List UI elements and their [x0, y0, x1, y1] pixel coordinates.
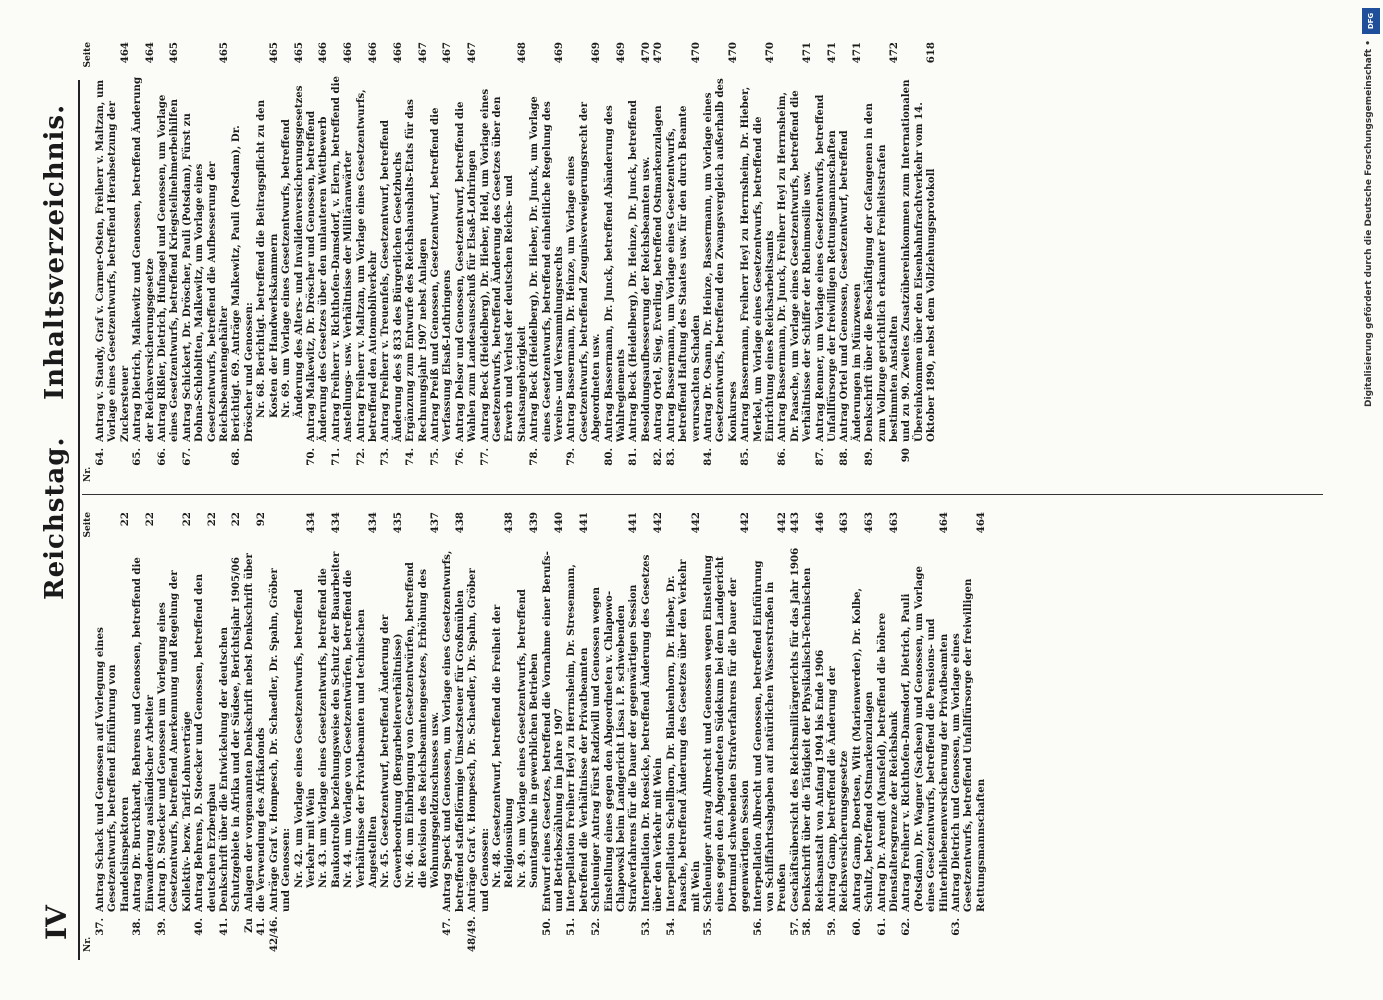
toc-subentry — [404, 512, 441, 952]
entry-text: Antrag Renner, um Vorlage eines Gesetzentwurfs, betreffend Unfallfürsorge der freiwilligen Rettungsmannschaften — [813, 94, 838, 442]
entry-number: 86. — [776, 448, 789, 466]
entry-number: 87. — [813, 448, 826, 466]
entry-number: 84. — [701, 448, 714, 466]
entry-text: Antrag Behrens, D. Stoecker und Genossen, betreffend den deutschen Erzbergbau — [193, 573, 218, 912]
toc-subentry — [379, 512, 404, 952]
entry-text: Nr. 45. Gesetzentwurf, betreffend Änderung der Gewerbeordnung (Bergarbeiterverhältnisse) — [379, 614, 404, 888]
entry-number: 68. — [230, 448, 243, 466]
entry-text: Schleuniger Antrag Fürst Radziwill und Genossen wegen Einstellung eines gegen den Abgeordneten v. Chlapowo-Chlapowski beim Landgericht Lissa i. P. schwebenden Strafverfahrens für die Dauer der gegenwärtigen Session — [590, 584, 640, 912]
toc-entry — [851, 512, 876, 952]
entry-page: 463 — [838, 512, 851, 534]
header-title-inhaltsverzeichnis: Inhaltsverzeichnis. — [40, 103, 70, 400]
entry-text: Schleuniger Antrag Albrecht und Genossen wegen Einstellung eines gegen den Abgeordneten Südekum bei dem Landgericht Dortmund schwebenden Strafverfahrens für die Dauer der gegenwärtigen Session — [701, 554, 752, 912]
toc-entry — [627, 42, 652, 482]
toc-entry — [652, 42, 664, 482]
entry-page: 470 — [726, 42, 739, 64]
entry-number: 64. — [94, 448, 106, 466]
toc-entry — [305, 42, 330, 482]
toc-entry — [528, 42, 565, 482]
entry-text: Denkschrift über die Tätigkeit der Physikalisch-Technischen Reichsanstalt von Anfang 1904 bis Ende 1906 — [801, 567, 826, 912]
entry-page: 470 — [639, 42, 652, 64]
entry-text: Antrag Dr. Burckhardt, Behrens und Genossen, betreffend die Einwanderung ausländischer Arbeiter — [131, 557, 156, 912]
entry-text: Antrag Dr. Arendt (Mansfeld), betreffend die höhere Dienstaltersgrenze der Reichsbank — [875, 612, 900, 912]
entry-number: 67. — [180, 448, 193, 466]
entry-text: Anträge Graf v. Hompesch, Dr. Schaedler, Dr. Spahn, Gröber und Genossen: — [267, 568, 293, 912]
toc-entry — [454, 42, 479, 482]
entry-page: 22 — [118, 512, 131, 527]
entry-text: Interpellation Albrecht und Genossen, betreffend Einführung von Schiffahrtsabgaben auf natürlichen Wasserstraßen in Preußen — [751, 560, 789, 912]
entry-text: Antrag Bassermann, um Vorlage eines Gesetzentwurfs, betreffend Haftung des Staates usw. für den durch Beamte verursachten Schaden — [664, 105, 702, 442]
toc-entry — [665, 42, 702, 482]
entry-number: 52. — [590, 918, 603, 936]
entry-page: 22 — [230, 512, 243, 527]
entry-text: Nr. 49. um Vorlage eines Gesetzentwurfs, betreffend Sonntagsruhe in gewerblichen Betrieben — [515, 589, 541, 888]
entry-number: 79. — [565, 448, 578, 466]
entry-page: 470 — [652, 42, 665, 64]
entry-page: 438 — [453, 512, 466, 534]
header-rule — [78, 80, 80, 960]
entry-number: 61. — [875, 918, 888, 936]
entry-number: 39. — [156, 918, 169, 936]
entry-page: 22 — [143, 512, 156, 527]
toc-entry — [379, 42, 404, 482]
toc-entry — [404, 42, 429, 482]
page-header — [40, 80, 80, 960]
entry-text: Antrag Beck (Heidelberg), Dr. Hieber, Dr. Junck, um Vorlage eines Gesetzentwurfs, betreffend einheitliche Regelung des Vereins- und Versammlungsrechts — [528, 96, 566, 442]
toc-entry — [243, 512, 268, 952]
toc-entry — [94, 42, 131, 482]
entry-page: 464 — [974, 512, 987, 534]
entry-text: Antrag Freiherr v. Richthofen-Damsdorf, Dietrich, Pauli (Potsdam), Dr. Wagner (Sachsen) und Genossen, um Vorlage eines Gesetzentwurfs, betreffend die Pensions- und Hinterbliebenenversicherung der Privatbeamten — [900, 566, 950, 912]
column-divider — [82, 494, 1323, 495]
entry-number: 65. — [131, 448, 144, 466]
entry-page: 465 — [168, 42, 181, 64]
entry-page: 442 — [739, 512, 752, 534]
entry-number: 48/49. — [466, 916, 479, 952]
entry-number: 74. — [404, 448, 417, 466]
entry-page: 466 — [366, 42, 379, 64]
entry-number: 89. — [863, 448, 876, 466]
toc-entry — [156, 512, 193, 952]
entry-page: 442 — [689, 512, 702, 534]
entry-page: 440 — [553, 512, 566, 534]
entry-number: 75. — [428, 448, 441, 466]
toc-subentry — [516, 512, 541, 952]
entry-text: Nr. 44. um Vorlage von Gesetzentwürfen, betreffend die Verhältnisse der Privatbeamten und technischen Angestellten — [342, 569, 379, 888]
seite-label: Seite — [83, 42, 93, 68]
nr-label: Nr. — [83, 466, 93, 482]
entry-page: 466 — [317, 42, 330, 64]
entry-page: 463 — [888, 512, 900, 534]
entry-text: Antrag Dr. Osann, Dr. Heinze, Bassermann, um Vorlage eines Gesetzentwurfs, betreffend den Zwangsvergleich außerhalb des Konkurses — [701, 78, 739, 442]
entry-page: 92 — [255, 512, 268, 527]
toc-entry — [863, 42, 900, 482]
entry-page: 464 — [937, 512, 950, 534]
entry-page: 464 — [118, 42, 131, 64]
entry-page: 464 — [143, 42, 156, 64]
entry-text: Antrag Bassermann, Freiherr Heyl zu Herrnsheim, Dr. Hieber, Merkel, um Vorlage eines Gesetzentwurfs, betreffend die Einrichtung eines Reichsarbeitsamts — [739, 86, 776, 442]
digitization-credit — [1359, 40, 1379, 980]
entry-text: Antrag Freiherr v. Richthofen-Damsdorf, v. Elern, betreffend die Anstellungs- usw. Verhältnisse der Militäranwärter — [329, 76, 355, 442]
entry-number: 55. — [701, 918, 714, 936]
entry-number: 51. — [565, 918, 578, 936]
toc-entry — [441, 512, 466, 952]
toc-entry — [230, 42, 255, 482]
entry-page: 471 — [850, 42, 863, 64]
toc-entry — [479, 42, 529, 482]
entry-number: 57. — [788, 918, 801, 936]
entry-number: 80. — [602, 448, 615, 466]
entry-page: 22 — [180, 512, 193, 527]
entry-text: Antrag Gamp, betreffend die Änderung der Reichsversicherungsgesetze — [825, 666, 851, 912]
entry-page: 22 — [205, 512, 218, 527]
entry-text: Antrag Ortel und Genossen, Gesetzentwurf, betreffend Änderungen im Münzwesen — [838, 130, 863, 442]
entry-number: 50. — [540, 918, 553, 936]
toc-entry — [565, 42, 602, 482]
entry-page: 618 — [925, 42, 938, 64]
seite-label: Seite — [83, 512, 93, 538]
entry-page: 469 — [553, 42, 566, 64]
entry-number: 63. — [950, 918, 963, 936]
entry-number: 38. — [131, 918, 144, 936]
entry-number: 58. — [801, 918, 814, 936]
nr-label: Nr. — [83, 936, 93, 952]
entry-number: 54. — [664, 918, 677, 936]
entry-text: und zu 90. Zweites Zusatzübereinkommen zum Internationalen Übereinkommen über den Eisenbahnfrachtverkehr vom 14. Oktober 1890, nebst dem Vollziehungsprotokoll — [900, 79, 938, 442]
entry-text: Antrag Speck und Genossen, um Vorlage eines Gesetzentwurfs, betreffend staffelförmige Umsatzsteuer für Großmühlen — [441, 550, 466, 912]
entry-number: 41. — [218, 918, 231, 936]
entry-page: 446 — [813, 512, 826, 534]
entry-page: 443 — [788, 512, 801, 534]
credit-text: Digitalisierung gefördert durch die Deutsche Forschungsgemeinschaft • — [1364, 40, 1374, 407]
entry-text: Interpellation Dr. Roesicke, betreffend Änderung des Gesetzes über den Verkehr mit Wein — [639, 554, 665, 912]
toc-subentry — [255, 42, 280, 482]
entry-text: Interpellation Schellhorn, Dr. Blankenhorn, Dr. Hieber, Dr. Paasche, betreffend Änderung des Gesetzes über den Verkehr mit Wein — [664, 559, 702, 912]
entry-text: Geschäftsübersicht des Reichsmilitärgerichts für das Jahr 1906 — [788, 547, 801, 912]
entry-text: Antrag Schickert, Dr. Dröscher, Pauli (Potsdam), Fürst zu Dohna-Schlobitten, Malkewitz, um Vorlage eines Gesetzentwurfs, betreffend die Aufbesserung der Reichsbeamtengehälter — [180, 113, 231, 442]
entry-number: 42/46. — [267, 916, 280, 952]
toc-subentry — [317, 512, 342, 952]
entry-number: 76. — [453, 448, 466, 466]
entry-page: 467 — [416, 42, 429, 64]
toc-entry — [876, 512, 901, 952]
entry-page: 434 — [304, 512, 317, 534]
entry-page: 467 — [466, 42, 479, 64]
toc-entry — [752, 512, 789, 952]
toc-entry — [950, 512, 987, 952]
entry-text: Antrag Bassermann, Dr. Heinze, um Vorlage eines Gesetzentwurfs, betreffend Zeugnisverweigerungsrecht der Abgeordneten usw. — [565, 102, 603, 442]
toc-entry — [131, 512, 156, 952]
toc-entry — [838, 42, 863, 482]
entry-page: 468 — [515, 42, 528, 64]
entry-page: 434 — [366, 512, 379, 534]
toc-entry — [702, 512, 752, 952]
entry-text: Interpellation Freiherr Heyl zu Herrnsheim, Dr. Stresemann, betreffend die Verhältnisse der Privatbeamten — [565, 564, 590, 912]
toc-entry — [94, 512, 131, 952]
toc-entry — [640, 512, 665, 952]
entry-page: 470 — [689, 42, 702, 64]
toc-entry — [590, 512, 640, 952]
entry-page: 442 — [776, 512, 789, 534]
entry-text: Antrag Preiß und Genossen, Gesetzentwurf, betreffend die Verfassung Elsaß-Lothringens — [428, 107, 454, 442]
entry-number: 40. — [193, 918, 206, 936]
entry-number: 56. — [751, 918, 764, 936]
entry-number: 72. — [354, 448, 367, 466]
toc-subentry — [280, 42, 305, 482]
entry-text: Antrag Beck (Heidelberg), Dr. Hieber, Held, um Vorlage eines Gesetzentwurfs, betreffend Änderung des Gesetzes über den Erwerb und Verlust der deutschen Reichs- und Staatsangehörigkeit — [478, 88, 528, 442]
page-roman-numeral: IV — [40, 905, 73, 940]
entry-page: 463 — [863, 512, 876, 534]
entry-text: Antrag Schack und Genossen auf Vorlegung eines Gesetzentwurfs, betreffend Einführung von Handelsinspektoren — [94, 627, 131, 912]
entry-page: 441 — [577, 512, 590, 534]
entry-text: Ergänzung zum Entwurfe des Reichshaushalts-Etats für das Rechnungsjahr 1907 nebst Anlagen — [404, 99, 429, 442]
entry-page: 466 — [342, 42, 355, 64]
entry-page: 442 — [652, 512, 665, 534]
entry-page: 465 — [218, 42, 231, 64]
entry-number: 77. — [478, 448, 491, 466]
entry-text: Nr. 42. um Vorlage eines Gesetzentwurfs, betreffend Verkehr mit Wein — [292, 589, 317, 888]
toc-entry — [565, 512, 590, 952]
entry-text: Antrag Ortel, Sieg, Everling, betreffend Ostmarkenzulagen — [652, 105, 665, 442]
entry-number: 62. — [900, 918, 913, 936]
entry-number: 70. — [304, 448, 317, 466]
entry-page: 434 — [329, 512, 342, 534]
entry-text: Anträge Graf v. Hompesch, Dr. Schaedler, Dr. Spahn, Gröber und Genossen: — [466, 568, 491, 912]
entry-text: Anlagen der vorgenannten Denkschrift nebst Denkschrift über die Verwendung des Afrikafonds — [242, 553, 268, 912]
entry-text: Entwurf eines Gesetzes, betreffend die Vornahme einer Berufs- und Betriebszählung im Jahre 1907 — [540, 551, 566, 912]
toc-entry — [665, 512, 702, 952]
entry-page: 469 — [615, 42, 628, 64]
entry-page: 465 — [267, 42, 280, 64]
toc-entry — [900, 42, 937, 482]
entry-text: Nr. 48. Gesetzentwurf, betreffend die Freiheit der Religionsübung — [491, 604, 516, 888]
entry-page: 466 — [391, 42, 404, 64]
entry-number: 60. — [850, 918, 863, 936]
entry-page: 437 — [428, 512, 441, 534]
entry-page: 435 — [391, 512, 404, 534]
toc-entry — [541, 512, 566, 952]
toc-entry — [193, 512, 218, 952]
entry-text: Antrag Freiherr v. Treuenfels, Gesetzentwurf, betreffend Änderung des § 833 des Bürgerlichen Gesetzbuchs — [379, 120, 404, 442]
entry-number: 71. — [329, 448, 342, 466]
header-title-reichstag: Reichstag. — [40, 436, 70, 600]
toc-entry — [330, 42, 355, 482]
toc-entry — [429, 42, 454, 482]
toc-entry — [181, 42, 231, 482]
entry-text: Antrag Rißler, Dietrich, Hufnagel und Genossen, um Vorlage eines Gesetzentwurfs, betreffend Kriegsteilnehmerbeihilfen — [156, 94, 181, 442]
entry-text: Nr. 68. Berichtigt. betreffend die Beitragspflicht zu den Kosten der Handwerkskammern — [255, 99, 280, 418]
entry-text: Denkschrift über die Entwickelung der deutschen Schutzgebiete in Afrika und der Südsee, Berichtsjahr 1905/06 — [218, 557, 243, 912]
entry-text: Antrag Freiherr v. Maltzan, um Vorlage eines Gesetzentwurfs, betreffend den Automobilverkehr — [354, 89, 379, 442]
entry-number: 81. — [627, 448, 640, 466]
entry-page: 470 — [763, 42, 776, 64]
entry-text: Antrag v. Staudy, Graf v. Carmer-Osten, Freiherr v. Maltzan, um Vorlage eines Gesetzentwurfs, betreffend Herabsetzung der Zuckersteuer — [94, 79, 131, 442]
right-column — [82, 42, 938, 482]
entry-number: 85. — [739, 448, 752, 466]
toc-entry — [603, 42, 628, 482]
right-column-head — [82, 42, 94, 482]
entry-text: Denkschrift über die Beschäftigung der Gefangenen in den zum Vollzuge gerichtlich erkannter Freiheitsstrafen bestimmten Anstalten — [863, 103, 900, 442]
toc-entry — [826, 512, 851, 952]
toc-entry — [814, 42, 839, 482]
toc-entry — [900, 512, 950, 952]
entry-text: Antrag Bassermann, Dr. Junck, betreffend Abänderung des Wahlreglements — [602, 105, 628, 442]
entry-number: 83. — [664, 448, 677, 466]
entry-number: Zu 41. — [242, 918, 268, 936]
entry-page: 471 — [801, 42, 814, 64]
entry-number: 59. — [825, 918, 838, 936]
entry-number: 90 — [900, 448, 913, 463]
dfg-logo-text: DFG — [1367, 12, 1375, 30]
entry-number: 78. — [528, 448, 541, 466]
entry-page: 467 — [441, 42, 454, 64]
toc-entry — [268, 512, 293, 952]
entry-text: Berichtigt. 69. Anträge Malkewitz, Pauli (Potsdam), Dr. Dröscher und Genossen: — [230, 125, 255, 442]
toc-entry — [776, 42, 813, 482]
toc-entry — [466, 512, 491, 952]
toc-entry — [156, 42, 181, 482]
entry-text: Antrag Dietrich und Genossen, um Vorlage eines Gesetzentwurfs, betreffend Unfallfürsorge der freiwilligen Rettungsmannschaften — [950, 578, 987, 912]
entry-number: 73. — [379, 448, 392, 466]
entry-text: Antrag D. Stoecker und Genossen um Vorlegung eines Gesetzentwurfs, betreffend Anerkennung und Regelung der Kollektiv- bezw. Tarif-Lohnverträge — [156, 570, 193, 912]
entry-page: 438 — [503, 512, 516, 534]
entry-text: Nr. 43. um Vorlage eines Gesetzentwurfs, betreffend die Baukontrolle beziehungsweise den Schutz der Bauarbeiter — [317, 551, 342, 888]
dfg-logo — [1362, 8, 1380, 34]
left-column — [82, 512, 987, 952]
entry-page: 465 — [292, 42, 305, 64]
entry-number: 88. — [838, 448, 851, 466]
toc-subentry — [342, 512, 379, 952]
entry-page: 439 — [528, 512, 541, 534]
entry-page: 441 — [627, 512, 640, 534]
toc-entry — [801, 512, 826, 952]
toc-entry — [739, 42, 776, 482]
entry-text: Antrag Malkewitz, Dr. Dröscher und Genossen, betreffend Änderung des Gesetzes über den unlauteren Wettbewerb — [304, 110, 330, 442]
entry-number: 66. — [156, 448, 169, 466]
entry-page: 471 — [825, 42, 838, 64]
entry-text: Antrag Gamp, Doertsen, Witt (Marienwerder), Dr. Kolbe, Schultz, betreffend Ostmarkenzulagen — [850, 587, 876, 912]
entry-text: Nr. 69. um Vorlage eines Gesetzentwurfs, betreffend Änderung des Alters- und Invalidenversicherungsgesetzes — [280, 85, 305, 418]
entry-text: Antrag Beck (Heidelberg), Dr. Heinze, Dr. Junck, betreffend Besoldungsaufbesserung der Reichsbeamten usw. — [627, 100, 652, 442]
entry-text: Nr. 46. um Einbringung von Gesetzentwürfen, betreffend die Revision des Reichsbeamtengesetzes, Erhöhung des Wohnungsgeldzuschusses usw. — [404, 562, 441, 888]
entry-number: 47. — [441, 918, 454, 936]
entry-number: 82. — [652, 448, 665, 466]
toc-entry — [218, 512, 243, 952]
toc-subentry — [491, 512, 516, 952]
entry-text: Antrag Bassermann, Dr. Junck, Freiherr Heyl zu Herrnsheim, Dr. Paasche, um Vorlage eines Gesetzentwurfs, betreffend die Verhältnisse der Schiffer der Rheinmosilie usw. — [776, 90, 814, 442]
toc-entry — [131, 42, 156, 482]
entry-page: 472 — [888, 42, 900, 64]
toc-entry — [355, 42, 380, 482]
entry-number: 53. — [639, 918, 652, 936]
left-column-head — [82, 512, 94, 952]
toc-entry — [702, 42, 739, 482]
entry-number: 37. — [94, 918, 106, 936]
entry-text: Antrag Dietrich, Malkewitz und Genossen, betreffend Änderung der Reichsversicherungsgesetze — [131, 76, 156, 442]
toc-subentry — [293, 512, 318, 952]
entry-page: 469 — [590, 42, 603, 64]
toc-entry — [789, 512, 801, 952]
entry-text: Antrag Delsor und Genossen, Gesetzentwurf, betreffend die Wahlen zum Landesausschuß für Elsaß-Lothringen — [453, 101, 479, 442]
